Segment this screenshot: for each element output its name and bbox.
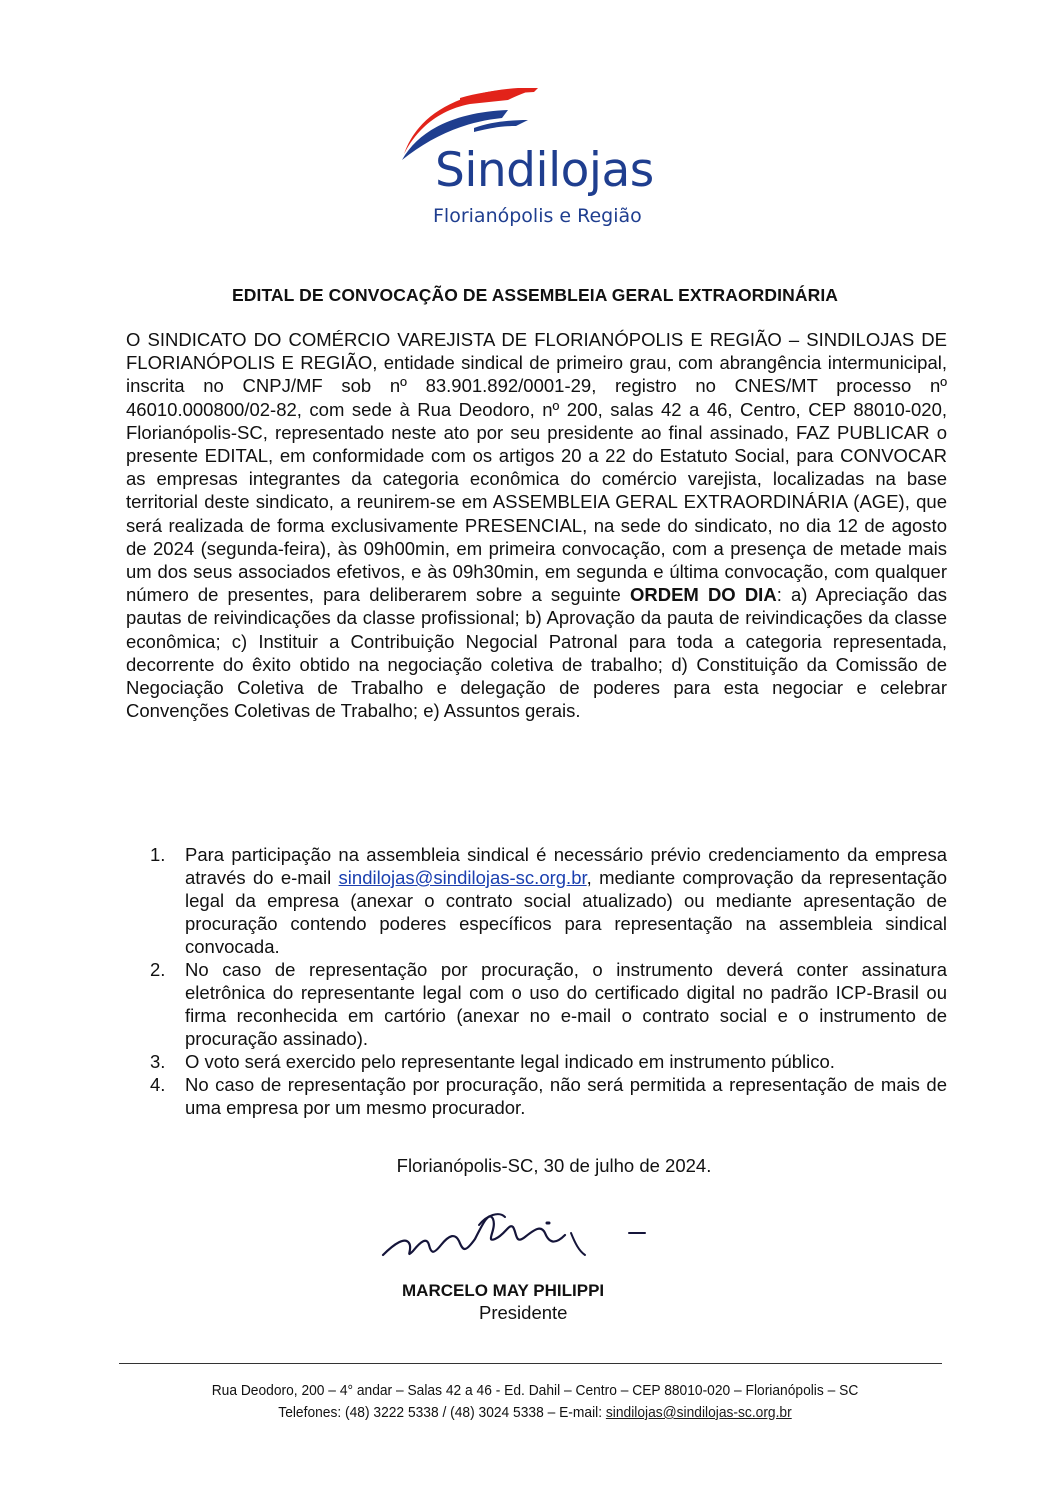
footer xyxy=(135,1380,935,1424)
footer-phones: Telefones: (48) 3222 5338 / (48) 3024 5338 – E-mail: xyxy=(278,1404,603,1421)
signer-role: Presidente xyxy=(479,1302,568,1323)
item-number: 1. xyxy=(150,844,166,865)
item-number: 4. xyxy=(150,1074,166,1095)
footer-contacts xyxy=(135,1402,935,1424)
footer-email-link[interactable]: sindilojas@sindilojas-sc.org.br xyxy=(605,1404,792,1421)
logo-name: Sindilojas xyxy=(435,143,654,198)
list-item xyxy=(150,1050,947,1073)
sindilojas-logo xyxy=(398,84,688,234)
item-text: No caso de representação por procuração, o instrumento deverá conter assinatura eletrônica do representante legal com o uso do certificado digital no padrão ICP-Brasil ou firma reconhecida em cartório (anexar no e-mail o contrato social e o instrumento de procuração assinado). xyxy=(185,959,947,1049)
item-text: O voto será exercido pelo representante legal indicado em instrumento público. xyxy=(185,1051,835,1072)
agenda-heading: ORDEM DO DIA xyxy=(629,584,777,606)
list-item xyxy=(150,843,947,958)
item-text: No caso de representação por procuração, não será permitida a representação de mais de uma empresa por um mesmo procurador. xyxy=(185,1074,947,1118)
registration-email-link[interactable]: sindilojas@sindilojas-sc.org.br xyxy=(338,867,587,888)
list-item xyxy=(150,1073,947,1119)
date-line: Florianópolis-SC, 30 de julho de 2024. xyxy=(396,1155,712,1176)
item-number: 3. xyxy=(150,1051,166,1072)
requirements-list xyxy=(150,843,947,1119)
convocation-paragraph xyxy=(126,328,947,722)
signer-name: MARCELO MAY PHILIPPI xyxy=(402,1281,605,1300)
item-number: 2. xyxy=(150,959,166,980)
logo-subtitle: Florianópolis e Região xyxy=(433,205,642,227)
document-title: EDITAL DE CONVOCAÇÃO DE ASSEMBLEIA GERAL EXTRAORDINÁRIA xyxy=(231,285,839,305)
paragraph-text-end: : a) Apreciação das pautas de reivindicações da classe profissional; b) Aprovação da pauta de reivindicações da classe econômica; c) Instituir a Contribuição Negocial Patronal para toda a categoria representada, decorrente do êxito obtido na negociação coletiva de trabalho; d) Constituição da Comissão de Negociação Coletiva de Trabalho e delegação de poderes para esta negociar e celebrar Convenções Coletivas de Trabalho; e) Assuntos gerais. xyxy=(126,584,948,722)
footer-divider xyxy=(119,1363,942,1364)
paragraph-text-start: O SINDICATO DO COMÉRCIO VAREJISTA DE FLORIANÓPOLIS E REGIÃO – SINDILOJAS DE FLORIANÓPOLIS E REGIÃO, entidade sindical de primeiro grau, com abrangência intermunicipal, inscrita no CNPJ/MF sob nº 83.901.892/0001-29, registro no CNES/MT processo nº 46010.000800/02-82, com sede à Rua Deodoro, nº 200, salas 42 a 46, Centro, CEP 88010-020, Florianópolis-SC, representado neste ato por seu presidente ao final assinado, FAZ PUBLICAR o presente EDITAL, em conformidade com os artigos 20 a 22 do Estatuto Social, para CONVOCAR as empresas integrantes da categoria econômica do comércio varejista, localizadas na base territorial deste sindicato, a reunirem-se em ASSEMBLEIA GERAL EXTRAORDINÁRIA (AGE), que será realizada de forma exclusivamente PRESENCIAL, na sede do sindicato, no dia 12 de agosto de 2024 (segunda-feira), às 09h00min, em primeira convocação, com a presença de metade mais um dos seus associados efetivos, e às 09h30min, em segunda e última convocação, com qualquer número de presentes, para deliberarem sobre a seguinte xyxy=(126,329,947,606)
item-text-start: Para participação na assembleia sindical é necessário prévio credenciamento da empresa através do e-mail xyxy=(185,844,947,888)
item-text-end: , mediante comprovação da representação legal da empresa (anexar o contrato social atualizado) ou mediante apresentação de procuração contendo poderes específicos para representação na assembleia sindical convocada. xyxy=(185,867,948,957)
list-item xyxy=(150,958,947,1050)
signature-icon xyxy=(375,1193,675,1283)
footer-address: Rua Deodoro, 200 – 4° andar – Salas 42 a 46 - Ed. Dahil – Centro – CEP 88010-020 – Florianópolis – SC xyxy=(211,1382,859,1399)
